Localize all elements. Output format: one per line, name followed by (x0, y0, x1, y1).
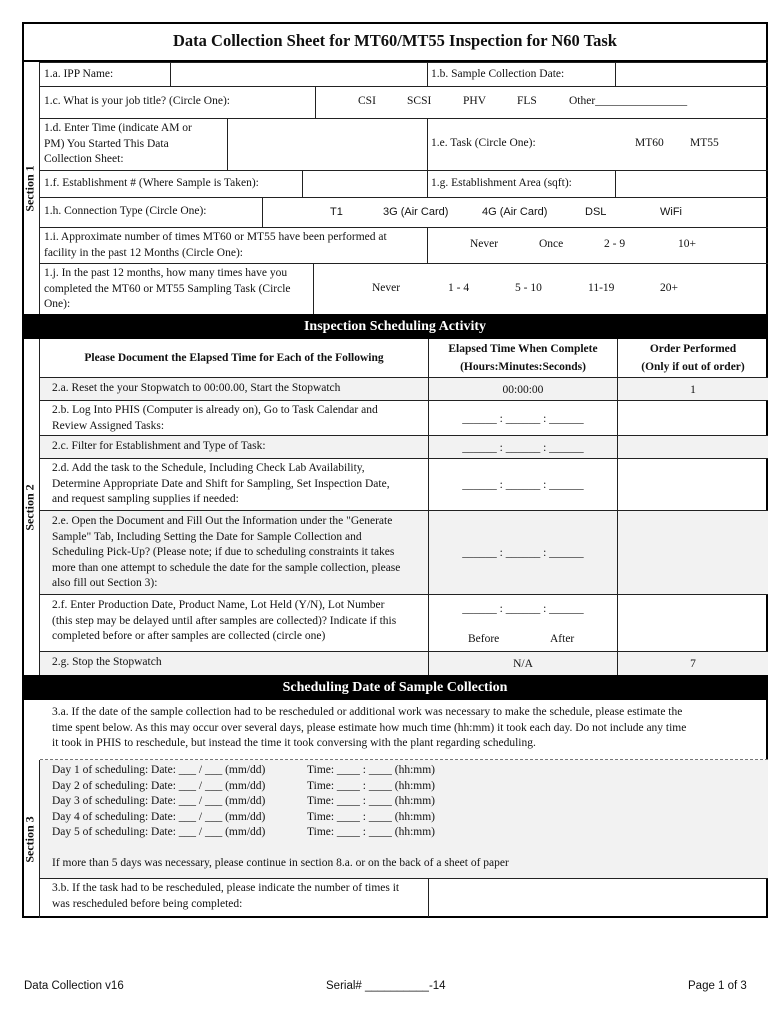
row-1d-1e (40, 118, 768, 170)
past-option-never[interactable]: Never (372, 282, 401, 294)
table-row: 2.f. Enter Production Date, Product Name, Lot Held (Y/N), Lot Number (this step may be delayed until after samples are collected)? Indicate if this completed before or after samples are collected (circle one) ______ : ______ : ______ Before After (40, 594, 768, 651)
column-activity: Please Document the Elapsed Time for Each of the Following (84, 352, 384, 364)
day-dates[interactable]: Day 1 of scheduling: Date: ___ / ___ (mm/dd) Day 2 of scheduling: Date: ___ / ___ (mm/dd) Day 3 of scheduling: Date: ___ / ___ (mm/dd) Day 4 of scheduling: Date: ___ / ___ (mm/dd) Day 5 of scheduling: Date: ___ / ___ (mm/dd) (52, 764, 266, 838)
after-option[interactable]: After (550, 633, 575, 645)
elapsed-time-field[interactable]: ______ : ______ : ______ (462, 479, 584, 491)
approx-option-never[interactable]: Never (470, 238, 499, 250)
section-1-label: Section 1 (22, 62, 40, 314)
elapsed-time-field[interactable]: ______ : ______ : ______ (462, 547, 584, 559)
order-field[interactable] (618, 436, 768, 459)
enter-time-field[interactable] (227, 119, 427, 171)
order-field[interactable] (618, 459, 768, 511)
job-option-fls[interactable]: FLS (517, 95, 537, 107)
order-field[interactable] (618, 595, 768, 652)
elapsed-value: N/A (513, 658, 533, 670)
order-value: 7 (690, 658, 696, 670)
area-label: 1.g. Establishment Area (sqft): (431, 177, 572, 189)
past-option-1-4[interactable]: 1 - 4 (448, 282, 470, 294)
area-field[interactable] (615, 171, 768, 198)
past-option-11-19[interactable]: 11-19 (588, 282, 615, 294)
order-value: 1 (690, 383, 696, 396)
footer-page-number: Page 1 of 3 (688, 980, 747, 992)
connection-option-3g[interactable]: 3G (Air Card) (383, 206, 449, 218)
elapsed-time-field[interactable]: ______ : ______ : ______ (462, 412, 584, 425)
rescheduled-count-field[interactable] (428, 879, 768, 917)
approx-option-2-9[interactable]: 2 - 9 (604, 238, 626, 250)
job-option-other[interactable]: Other________________ (569, 95, 688, 107)
approx-option-once[interactable]: Once (539, 238, 564, 250)
job-option-csi[interactable]: CSI (358, 95, 376, 107)
elapsed-time-field[interactable]: ______ : ______ : ______ (462, 441, 584, 454)
footer-serial: Serial# __________-14 (326, 980, 446, 992)
past-option-5-10[interactable]: 5 - 10 (515, 282, 542, 294)
ipp-name-field[interactable] (170, 63, 466, 87)
task-option-mt55[interactable]: MT55 (690, 137, 719, 149)
establishment-label: 1.f. Establishment # (Where Sample is Taken): (44, 177, 259, 189)
day-times[interactable]: Time: ____ : ____ (hh:mm) Time: ____ : ____ (hh:mm) Time: ____ : ____ (hh:mm) Time: ____ : ____ (hh:mm) Time: ____ : ____ (hh:mm) (307, 764, 435, 838)
approx-times-label: 1.i. Approximate number of times MT60 or MT55 have been performed at facility in the past 12 Months (Circle One): (44, 231, 387, 259)
section-3-label: Section 3 (22, 760, 40, 918)
job-option-phv[interactable]: PHV (463, 95, 487, 107)
elapsed-time-field[interactable]: ______ : ______ : ______ (462, 603, 584, 615)
section-2-label: Section 2 (22, 339, 40, 675)
section-2-header: Inspection Scheduling Activity (22, 314, 768, 339)
section-3-header: Scheduling Date of Sample Collection (22, 675, 768, 700)
connection-option-t1[interactable]: T1 (330, 206, 343, 218)
row-1i (40, 227, 768, 263)
past-12-label: 1.j. In the past 12 months, how many times have you completed the MT60 or MT55 Sampling Task (Circle One): (44, 267, 291, 310)
row-1j (40, 263, 768, 314)
job-option-scsi[interactable]: SCSI (407, 95, 432, 107)
sample-date-label: 1.b. Sample Collection Date: (431, 68, 565, 80)
row-1c (40, 86, 768, 118)
rescheduled-row (40, 878, 768, 918)
task-option-mt60[interactable]: MT60 (635, 137, 664, 149)
connection-option-4g[interactable]: 4G (Air Card) (482, 206, 548, 218)
scheduling-days (40, 760, 768, 878)
connection-option-wifi[interactable]: WiFi (660, 206, 682, 218)
form-title: Data Collection Sheet for MT60/MT55 Inspection for N60 Task (22, 22, 768, 62)
rescheduled-label: 3.b. If the task had to be rescheduled, please indicate the number of times it was rescheduled before being completed: (52, 882, 400, 910)
order-field[interactable] (618, 401, 768, 436)
enter-time-label: 1.d. Enter Time (indicate AM or PM) You Started This Data Collection Sheet: (44, 122, 192, 165)
table-row: 2.g. Stop the Stopwatch N/A 7 (40, 651, 768, 675)
row-1h (40, 197, 768, 227)
task-label: 1.e. Task (Circle One): (431, 137, 536, 149)
more-days-note: If more than 5 days was necessary, please continue in section 8.a. or on the back of a sheet of paper (52, 857, 509, 869)
table-row: 2.d. Add the task to the Schedule, Including Check Lab Availability, Determine Appropriate Date and Shift for Sampling, Set Inspection Date, and request sampling supplies if needed: ______ : ______ : ______ (40, 458, 768, 510)
column-order: Order Performed (Only if out of order) (641, 343, 745, 373)
establishment-field[interactable] (302, 171, 427, 198)
connection-option-dsl[interactable]: DSL (585, 206, 607, 218)
order-field[interactable] (618, 511, 768, 595)
job-title-label: 1.c. What is your job title? (Circle One): (44, 95, 230, 107)
table-row: 2.c. Filter for Establishment and Type of Task: ______ : ______ : ______ (40, 435, 768, 458)
connection-label: 1.h. Connection Type (Circle One): (44, 205, 207, 217)
elapsed-value: 00:00:00 (502, 383, 544, 396)
approx-option-10plus[interactable]: 10+ (678, 238, 696, 250)
before-option[interactable]: Before (468, 633, 500, 645)
sample-date-field[interactable] (615, 63, 768, 87)
section-3-intro: 3.a. If the date of the sample collection had to be rescheduled or additional work was necessary to make the schedule, please estimate the time spent below. As this may occur over several days, please estimate how much time (hh:mm) it took each day. Do not include any time it took in PHIS to reschedule, but instead the time it took conversing with the plant regarding scheduling. (52, 706, 687, 749)
table-row: 2.b. Log Into PHIS (Computer is already on), Go to Task Calendar and Review Assigned Tasks: ______ : ______ : ______ (40, 400, 768, 435)
ipp-name-label: 1.a. IPP Name: (44, 68, 114, 80)
past-option-20plus[interactable]: 20+ (660, 282, 678, 294)
row-1a-1b (40, 62, 768, 86)
column-elapsed: Elapsed Time When Complete (Hours:Minutes:Seconds) (448, 343, 598, 373)
table-row: 2.a. Reset the your Stopwatch to 00:00.00, Start the Stopwatch 00:00:00 1 (40, 377, 768, 400)
section-2-column-headers (40, 339, 768, 377)
footer-version: Data Collection v16 (24, 980, 124, 992)
row-1f-1g (40, 170, 768, 197)
table-row: 2.e. Open the Document and Fill Out the Information under the "Generate Sample" Tab, Including Setting the Date for Sample Collection and Scheduling Pick-Up? (Please note; if due to scheduling constraints it takes more than one attempt to schedule the date for the sample collection, please also fill out Section 3): ______ : ______ : ______ (40, 510, 768, 594)
